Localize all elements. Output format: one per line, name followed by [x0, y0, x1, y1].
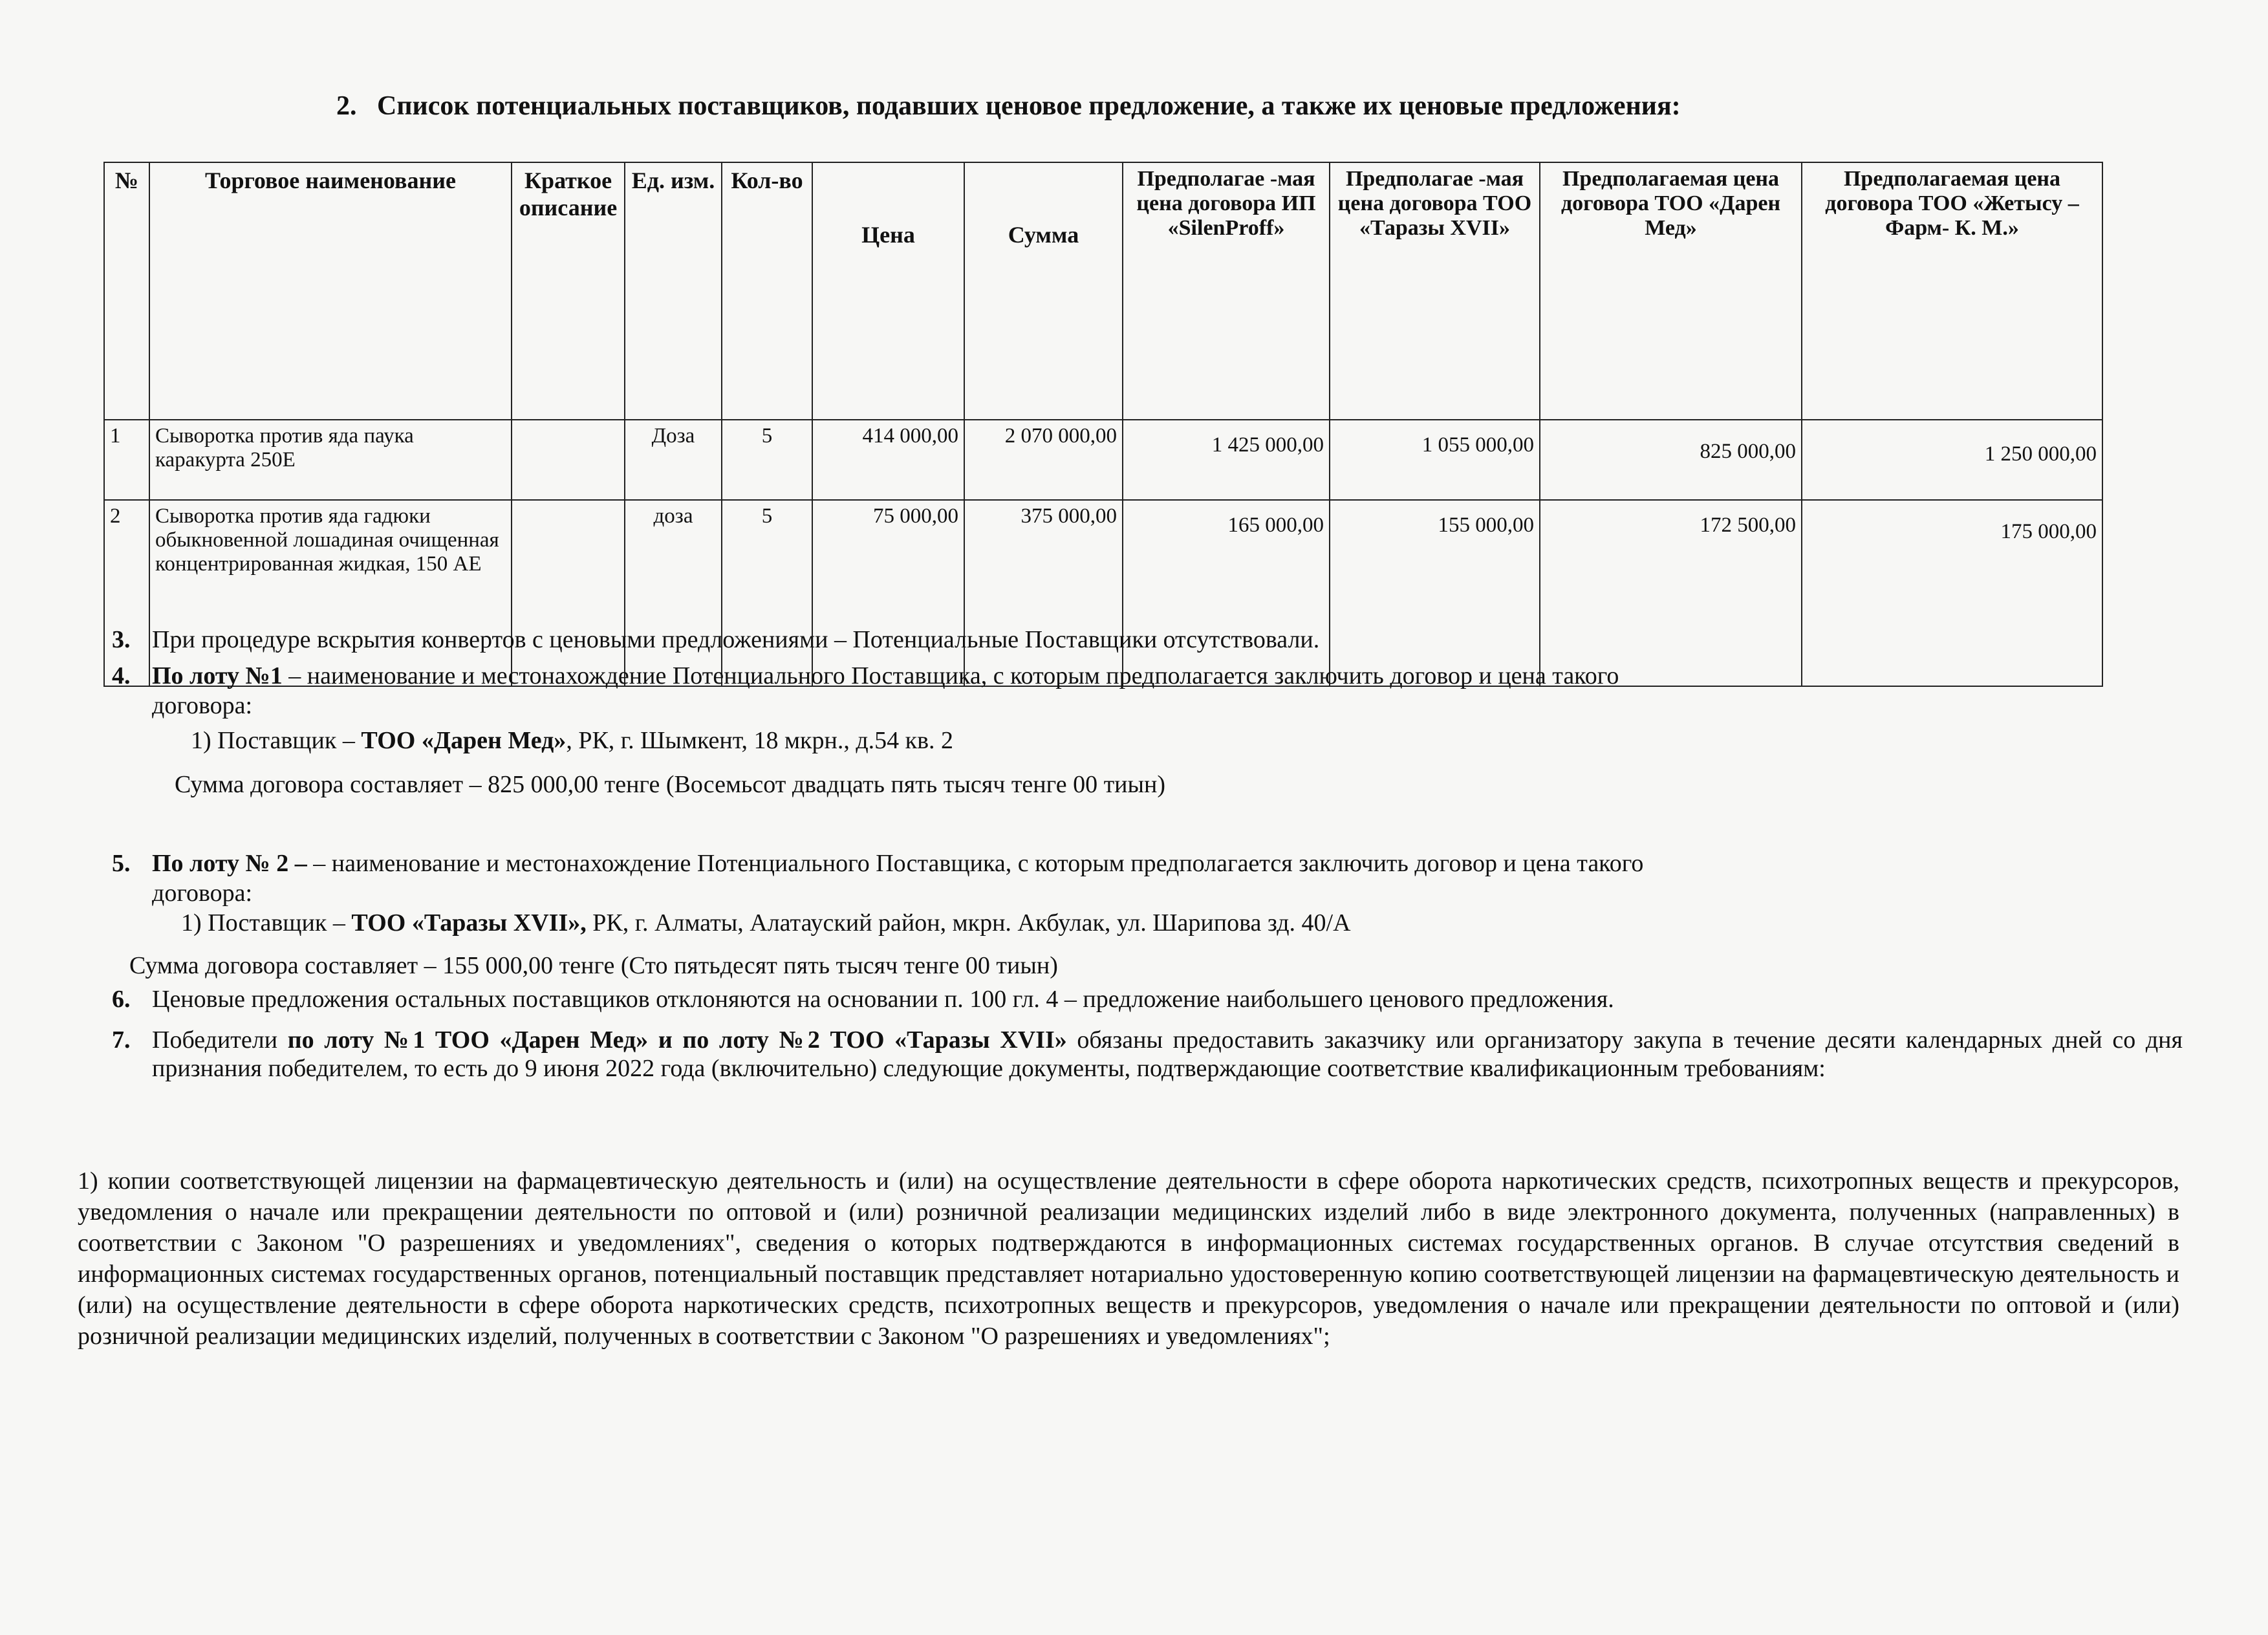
item-5-text2: договора: [152, 880, 253, 907]
cell-no: 2 [104, 500, 149, 686]
item-4-supplier [191, 726, 953, 755]
cell-supplier-zhetysu: 175 000,00 [1802, 500, 2102, 686]
item-5-number: 5. [112, 850, 131, 877]
item-5-supplier-prefix: 1) Поставщик – [181, 909, 352, 937]
item-5 [112, 849, 2144, 908]
item-7 [112, 1026, 2183, 1083]
cell-sum: 375 000,00 [964, 500, 1123, 686]
item-6 [112, 984, 2144, 1014]
item-5-sum: Сумма договора составляет – 155 000,00 тенге (Сто пятьдесят пять тысяч тенге 00 тиын) [129, 952, 1058, 979]
cell-price: 414 000,00 [812, 420, 964, 500]
cell-supplier-silenproff: 1 425 000,00 [1123, 420, 1330, 500]
section-heading [336, 91, 1681, 122]
item-4-lot: По лоту №1 [152, 662, 283, 689]
item-7-bold: по лоту №1 ТОО «Дарен Мед» и по лоту №2 ТОО «Таразы XVII» [287, 1026, 1067, 1054]
header-name: Торговое наименование [149, 162, 512, 420]
cell-supplier-zhetysu: 1 250 000,00 [1802, 420, 2102, 500]
section-heading-text: Список потенциальных поставщиков, подавших ценовое предложение, а также их ценовые предложения: [377, 91, 1681, 121]
header-no: № [104, 162, 149, 420]
item-6-number: 6. [112, 986, 131, 1013]
item-4-number: 4. [112, 662, 131, 689]
cell-name: Сыворотка против яда гадюки обыкновенной лошадиная очищенная концентрированная жидкая, 150 АЕ [149, 500, 512, 686]
section-heading-number: 2. [336, 91, 357, 121]
cell-price: 75 000,00 [812, 500, 964, 686]
header-supplier-taraz: Предполагае -мая цена договора ТОО «Таразы XVII» [1330, 162, 1540, 420]
item-4-text: – наименование и местонахождение Потенциального Поставщика, с которым предполагается заключить договор и цена такого [282, 662, 1619, 689]
cell-supplier-daren: 825 000,00 [1540, 420, 1802, 500]
cell-sum: 2 070 000,00 [964, 420, 1123, 500]
item-3 [112, 625, 2124, 655]
item-4-text2: договора: [152, 692, 253, 719]
item-5-supplier-name: ТОО «Таразы XVII», [351, 909, 587, 937]
item-4-supplier-prefix: 1) Поставщик – [191, 727, 362, 754]
cell-desc [512, 500, 625, 686]
cell-desc [512, 420, 625, 500]
item-5-lot: По лоту № 2 – [152, 850, 314, 877]
table-header-row [104, 162, 2102, 420]
table-row [104, 500, 2102, 686]
item-4-supplier-name: ТОО «Дарен Мед» [361, 727, 567, 754]
header-supplier-silenproff: Предполагае -мая цена договора ИП «SilenProff» [1123, 162, 1330, 420]
item-6-text: Ценовые предложения остальных поставщиков отклоняются на основании п. 100 гл. 4 – предложение наибольшего ценового предложения. [152, 986, 1614, 1013]
item-4-supplier-address: , РК, г. Шымкент, 18 мкрн., д.54 кв. 2 [566, 727, 954, 754]
header-qty: Кол-во [722, 162, 812, 420]
item-7-text: обязаны предоставить заказчику или организатору закупа в течение десяти календарных дней со дня признания победителем, то есть до 9 июня 2022 года (включительно) следующие документы, подтверждающие соответствие квалификационным требованиям: [152, 1026, 2183, 1082]
cell-supplier-silenproff: 165 000,00 [1123, 500, 1330, 686]
item-4-sum: Сумма договора составляет – 825 000,00 тенге (Восемьсот двадцать пять тысяч тенге 00 тиын) [175, 771, 1166, 798]
cell-unit: Доза [625, 420, 722, 500]
header-supplier-zhetysu: Предполагаемая цена договора ТОО «Жетысу – Фарм- К. М.» [1802, 162, 2102, 420]
item-5-supplier-address: РК, г. Алматы, Алатауский район, мкрн. Акбулак, ул. Шарипова зд. 40/А [586, 909, 1351, 937]
price-offers-table [103, 162, 2103, 687]
cell-supplier-taraz: 155 000,00 [1330, 500, 1540, 686]
header-sum: Сумма [964, 162, 1123, 420]
item-7-prefix: Победители [152, 1026, 288, 1054]
cell-supplier-daren: 172 500,00 [1540, 500, 1802, 686]
header-price: Цена [812, 162, 964, 420]
cell-name: Сыворотка против яда паука каракурта 250Е [149, 420, 512, 500]
header-unit: Ед. изм. [625, 162, 722, 420]
cell-unit: доза [625, 500, 722, 686]
item-3-number: 3. [112, 626, 131, 653]
licence-paragraph: 1) копии соответствующей лицензии на фармацевтическую деятельность и (или) на осуществление деятельности в сфере оборота наркотических средств, психотропных веществ и прекурсоров, уведомления о начале или прекращении деятельности по оптовой и (или) розничной реализации медицинских изделий либо в виде электронного документа, полученных (направленных) в соответствии с Законом "О разрешениях и уведомлениях", сведения о которых подтверждаются в информационных системах государственных органов. В случае отсутствия сведений в информационных системах государственных органов, потенциальный поставщик представляет нотариально удостоверенную копию соответствующей лицензии на фармацевтическую деятельность и (или) на осуществление деятельности в сфере оборота наркотических средств, психотропных веществ и прекурсоров, уведомления о начале или прекращении деятельности по оптовой и (или) розничной реализации медицинских изделий, полученных в соответствии с Законом "О разрешениях и уведомлениях"; [78, 1167, 2179, 1350]
header-desc: Краткое описание [512, 162, 625, 420]
item-4 [112, 661, 2144, 720]
cell-qty: 5 [722, 420, 812, 500]
header-supplier-daren: Предполагаемая цена договора ТОО «Дарен Мед» [1540, 162, 1802, 420]
item-5-supplier [181, 908, 1351, 938]
cell-qty: 5 [722, 500, 812, 686]
cell-supplier-taraz: 1 055 000,00 [1330, 420, 1540, 500]
cell-no: 1 [104, 420, 149, 500]
item-3-text: При процедуре вскрытия конвертов с ценовыми предложениями – Потенциальные Поставщики отсутствовали. [152, 626, 1320, 653]
table-row [104, 420, 2102, 500]
item-7-number: 7. [112, 1026, 131, 1054]
item-5-text: – наименование и местонахождение Потенциального Поставщика, с которым предполагается заключить договор и цена такого [313, 850, 1644, 877]
